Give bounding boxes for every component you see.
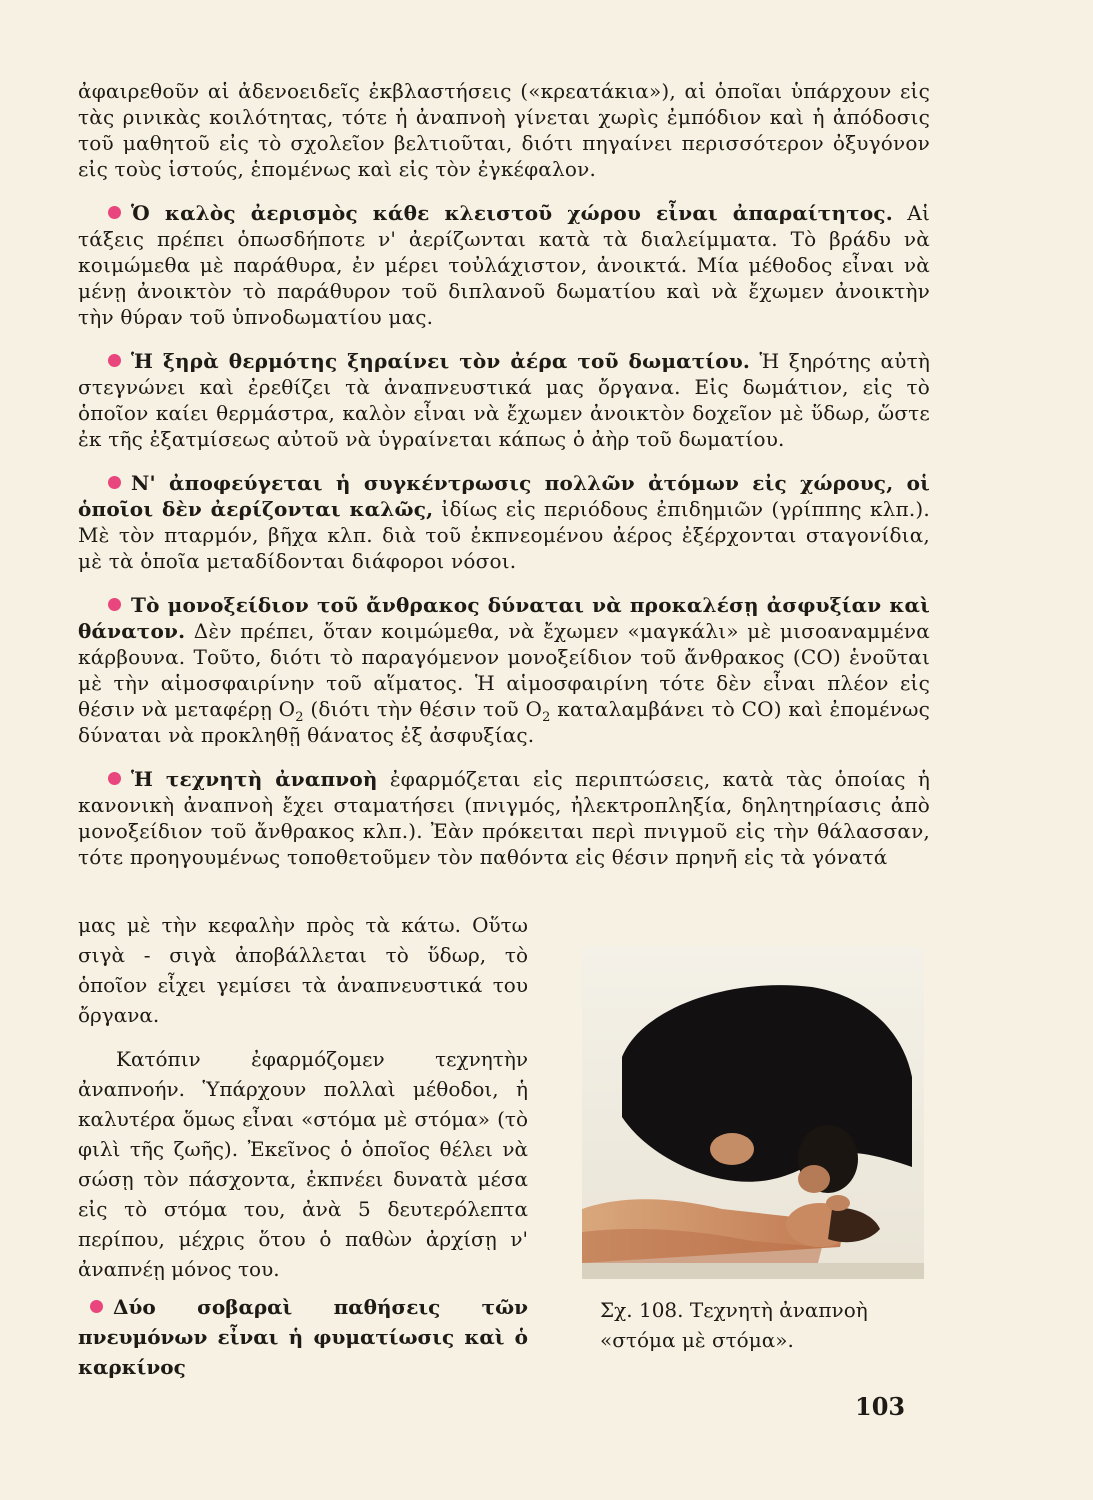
ventilation-paragraph xyxy=(78,200,930,330)
intro-paragraph: ἀφαιρεθοῦν αἱ ἀδενοειδεῖς ἐκβλαστήσεις («κρεατάκια»), αἱ ὁποῖαι ὑπάρχουν εἰς τὰς ρινικὰς κοιλότητας, τότε ἡ ἀναπνοὴ γίνεται χωρὶς ἐμπόδιον καὶ ἡ ἀπόδοσις τοῦ μαθητοῦ εἰς τὸ σχολεῖον βελτιοῦται, διότι πηγαίνει περισσότερον ὀξυγόνον εἰς τοὺς ἱστούς, ἑπομένως καὶ εἰς τὸν ἐγκέφαλον. xyxy=(78,79,930,181)
co-text-1: Δὲν πρέπει, ὅταν κοιμώμεθα, νὰ ἔχωμεν «μαγκάλι» μὲ μισοαναμμένα κάρβουνα. Τοῦτο, διότι τὸ παραγόμενον μονοξείδιον τοῦ ἄνθρακος (CO) ἑνοῦται μὲ τὴν αἱμοσφαιρίνην τοῦ αἵματος. Ἡ αἱμοσφαιρίνη τότε δὲν εἶναι πλέον εἰς θέσιν νὰ μεταφέρῃ O xyxy=(78,619,930,721)
left-column xyxy=(78,910,528,1298)
ventilation-text: Αἱ τάξεις πρέπει ὁπωσδήποτε ν' ἀερίζωνται κατὰ τὰ διαλείμματα. Τὸ βράδυ νὰ κοιμώμεθα μὲ παράθυρα, ἐν μέρει τοὐλάχιστον, ἀνοικτά. Μία μέθοδος εἶναι νὰ μένῃ ἀνοικτὸν τὸ παράθυρον τοῦ διπλανοῦ δωματίου καὶ νὰ ἔχωμεν ἀνοικτὴν τὴν θύραν τοῦ ὑπνοδωματίου μας. xyxy=(78,201,930,329)
column-continuation: μας μὲ τὴν κεφαλὴν πρὸς τὰ κάτω. Οὕτω σιγὰ - σιγὰ ἀποβάλλεται τὸ ὕδωρ, τὸ ὁποῖον εἶχει γεμίσει τὰ ἀναπνευστικά του ὄργανα. xyxy=(78,913,528,1027)
lung-diseases-paragraph xyxy=(78,1292,528,1382)
main-text xyxy=(78,78,930,888)
lung-diseases-heading: Δύο σοβαραὶ παθήσεις τῶν πνευμόνων εἶναι ἡ φυματίωσις καὶ ὁ καρκίνος xyxy=(78,1295,528,1379)
dry-heat-text: Ἡ ξηρότης αὐτὴ στεγνώνει καὶ ἐρεθίζει τὰ ἀναπνευστικά μας ὄργανα. Εἰς δωμάτιον, εἰς τὸ ὁποῖον καίει θερμάστρα, καλὸν εἶναι νὰ ἔχωμεν ἀνοικτὸν δοχεῖον μὲ ὕδωρ, ὥστε ἐκ τῆς ἐξατμίσεως αὐτοῦ νὰ ὑγραίνεται κάπως ὁ ἀὴρ τοῦ δωματίου. xyxy=(78,349,931,451)
o2-subscript: 2 xyxy=(542,710,551,725)
bullet-icon xyxy=(108,598,121,611)
bullet-icon xyxy=(90,1300,103,1313)
co-text-3: καταλαμβάνει τὸ CO) καὶ ἐπομένως δύναται νὰ προκληθῇ θάνατος ἐξ ἀσφυξίας. xyxy=(78,697,930,747)
bullet-icon xyxy=(108,354,121,367)
crowding-text: ἰδίως εἰς περιόδους ἐπιδημιῶν (γρίππης κλπ.). Μὲ τὸν πταρμόν, βῆχα κλπ. διὰ τοῦ ἐκπνεομένου ἀέρος ἐξέρχονται σταγονίδια, μὲ τὰ ὁποῖα μεταδίδονται διάφοροι νόσοι. xyxy=(78,497,930,573)
bullet-icon xyxy=(108,206,121,219)
dry-heat-heading: Ἡ ξηρὰ θερμότης ξηραίνει τὸν ἀέρα τοῦ δωματίου. xyxy=(131,349,751,373)
dry-heat-paragraph xyxy=(78,348,930,452)
carbon-monoxide-heading: Τὸ μονοξείδιον τοῦ ἄνθρακος δύναται νὰ προκαλέσῃ ἀσφυξίαν καὶ θάνατον. xyxy=(78,593,930,643)
carbon-monoxide-paragraph xyxy=(78,592,930,748)
o2-subscript: 2 xyxy=(295,710,304,725)
figure-caption: Σχ. 108. Τεχνητὴ ἀναπνοὴ «στόμα μὲ στόμα». xyxy=(600,1298,868,1352)
rescuer-and-patient-illustration xyxy=(582,947,924,1279)
artificial-respiration-heading: Ἡ τεχνητὴ ἀναπνοὴ xyxy=(131,767,378,791)
co-text-2: (διότι τὴν θέσιν τοῦ O xyxy=(303,697,543,721)
artificial-respiration-text: ἐφαρμόζεται εἰς περιπτώσεις, κατὰ τὰς ὁποίας ἡ κανονικὴ ἀναπνοὴ ἔχει σταματήσει (πνιγμός, ἠλεκτροπληξία, δηλητηρίασις ἀπὸ μονοξείδιον τοῦ ἄνθρακος κλπ.). Ἐὰν πρόκειται περὶ πνιγμοῦ εἰς τὴν θάλασσαν, τότε προηγουμένως τοποθετοῦμεν τὸν παθόντα εἰς θέσιν πρηνῆ εἰς τὰ γόνατά xyxy=(78,767,931,869)
mouth-to-mouth-paragraph: Κατόπιν ἐφαρμόζομεν τεχνητὴν ἀναπνοήν. Ὑπάρχουν πολλαὶ μέθοδοι, ἡ καλυτέρα ὅμως εἶναι «στόμα μὲ στόμα» (τὸ φιλὶ τῆς ζωῆς). Ἐκεῖνος ὁ ὁποῖος θέλει νὰ σώσῃ τὸν πάσχοντα, ἐκπνέει δυνατὰ μέσα εἰς τὸ στόμα του, ἀνὰ 5 δευτερόλεπτα περίπου, μέχρις ὅτου ὁ παθὼν ἀρχίσῃ ν' ἀναπνέῃ μόνος του. xyxy=(78,1047,528,1281)
mouth-to-mouth-photo xyxy=(582,947,924,1279)
ventilation-heading: Ὁ καλὸς ἀερισμὸς κάθε κλειστοῦ χώρου εἶναι ἀπαραίτητος. xyxy=(131,201,893,225)
crowding-paragraph xyxy=(78,470,930,574)
crowding-heading: Ν' ἀποφεύγεται ἡ συγκέντρωσις πολλῶν ἀτόμων εἰς χώρους, οἱ ὁποῖοι δὲν ἀερίζονται καλῶς, xyxy=(78,471,930,521)
artificial-respiration-paragraph xyxy=(78,766,930,870)
bullet-icon xyxy=(108,772,121,785)
bullet-icon xyxy=(108,476,121,489)
page-number: 103 xyxy=(855,1392,906,1421)
